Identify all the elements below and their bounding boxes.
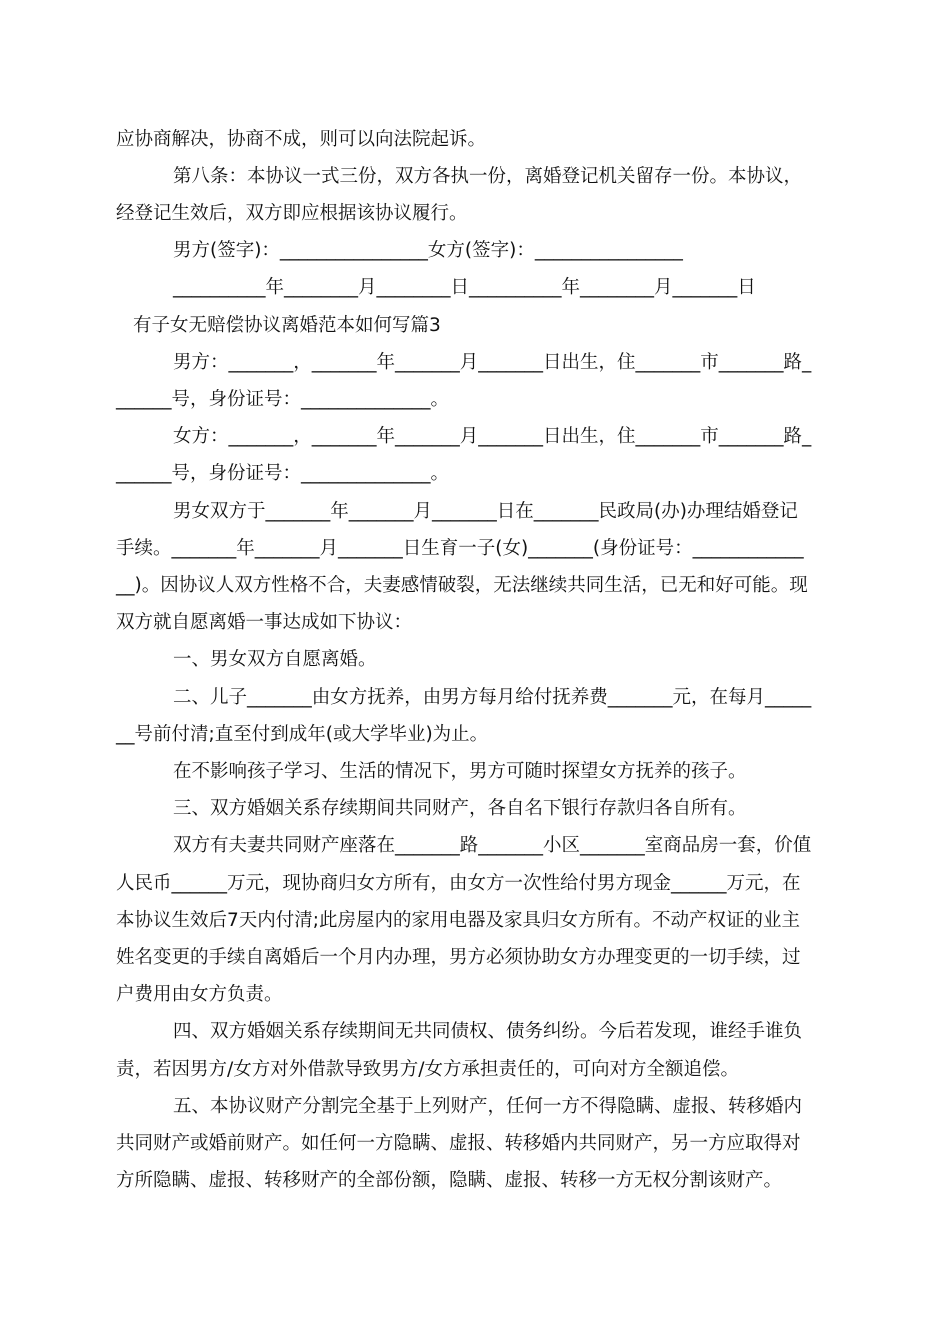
text-line: 经登记生效后，双方即应根据该协议履行。	[116, 203, 468, 224]
text-line: 方所隐瞒、虚报、转移财产的全部份额，隐瞒、虚报、转移一方无权分割该财产。	[116, 1170, 783, 1191]
section-title: 有子女无赔偿协议离婚范本如何写篇3	[133, 315, 441, 336]
text-line: 双方有夫妻共同财产座落在_______路_______小区_______室商品房一套，价值	[173, 835, 812, 856]
signature-line: 男方(签字)：________________女方(签字)：________________	[173, 240, 683, 261]
text-line: 在不影响孩子学习、生活的情况下，男方可随时探望女方抚养的孩子。	[173, 761, 747, 782]
text-line: 三、双方婚姻关系存续期间共同财产，各自名下银行存款归各自所有。	[173, 798, 747, 819]
text-line: 男方：_______，_______年_______月_______日出生，住_______市_______路_	[173, 352, 812, 373]
text-line: 人民币______万元，现协商归女方所有，由女方一次性给付男方现金______万元，在	[116, 873, 801, 894]
text-line: 姓名变更的手续自离婚后一个月内办理，男方必须协助女方办理变更的一切手续，过	[116, 947, 801, 968]
text-line: 双方就自愿离婚一事达成如下协议：	[116, 612, 413, 633]
text-line: 本协议生效后7天内付清;此房屋内的家用电器及家具归女方所有。不动产权证的业主	[116, 910, 801, 931]
text-line: 应协商解决，协商不成，则可以向法院起诉。	[116, 129, 487, 150]
text-line: 第八条：本协议一式三份，双方各执一份，离婚登记机关留存一份。本协议，	[173, 166, 803, 187]
text-line: 二、儿子_______由女方抚养，由男方每月给付抚养费_______元，在每月_____	[173, 687, 812, 708]
text-line: 责，若因男方/女方对外借款导致男方/女方承担责任的，可向对方全额追偿。	[116, 1059, 739, 1080]
text-line: 四、双方婚姻关系存续期间无共同债权、债务纠纷。今后若发现，谁经手谁负	[173, 1021, 803, 1042]
text-line: 一、男女双方自愿离婚。	[173, 649, 377, 670]
text-line: 五、本协议财产分割完全基于上列财产，任何一方不得隐瞒、虚报、转移婚内	[173, 1096, 803, 1117]
text-line: ______号，身份证号：______________。	[116, 389, 450, 410]
text-line: 共同财产或婚前财产。如任何一方隐瞒、虚报、转移婚内共同财产，另一方应取得对	[116, 1133, 801, 1154]
text-line: ______号，身份证号：______________。	[116, 463, 450, 484]
text-line: __号前付清;直至付到成年(或大学毕业)为止。	[116, 724, 489, 745]
text-line: 户费用由女方负责。	[116, 984, 283, 1005]
text-line: 男女双方于_______年_______月_______日在_______民政局(办)办理结婚登记	[173, 501, 798, 522]
text-line: __)。因协议人双方性格不合，夫妻感情破裂，无法继续共同生活，已无和好可能。现	[116, 575, 808, 596]
text-line: 女方：_______，_______年_______月_______日出生，住_______市_______路_	[173, 426, 812, 447]
date-line: __________年________月________日__________年________月_______日	[173, 277, 756, 298]
text-line: 手续。_______年_______月_______日生育一子(女)_______(身份证号：____________	[116, 538, 804, 559]
